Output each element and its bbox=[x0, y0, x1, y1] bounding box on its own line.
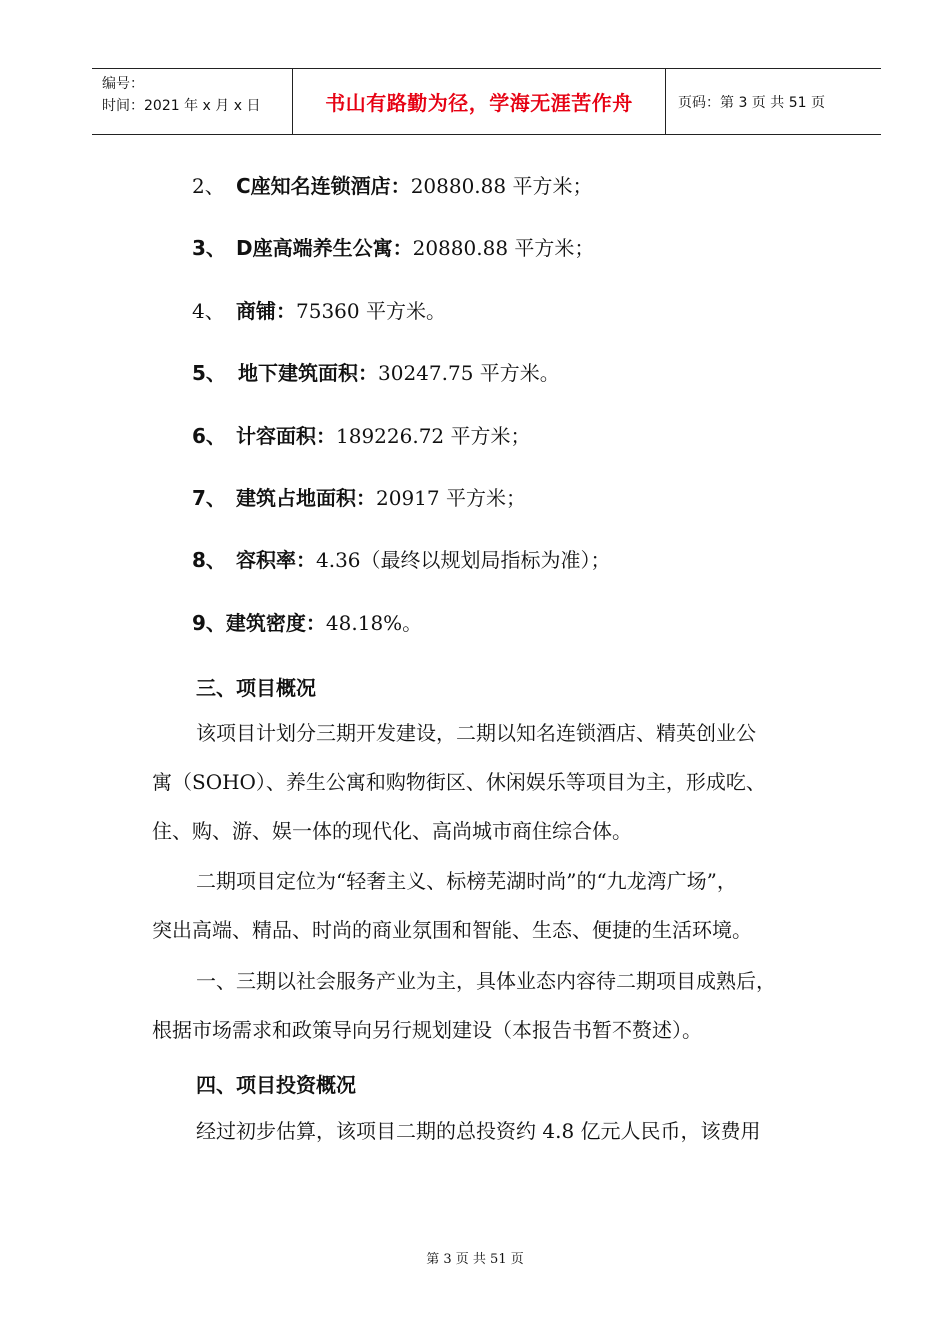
list-item: 8、 容积率：4.36（最终以规划局指标为准）； bbox=[192, 548, 611, 572]
paragraph: 该项目计划分三期开发建设，二期以知名连锁酒店、精英创业公 寓（SOHO）、养生公寓和购物街区、休闲娱乐等项目为主，形成吃、 住、购、游、娱一体的现代化、高尚城市商住综合体。 bbox=[152, 721, 766, 843]
paragraph: 一、三期以社会服务产业为主，具体业态内容待二期项目成熟后， 根据市场需求和政策导向另行规划建设（本报告书暂不赘述）。 bbox=[152, 969, 776, 1042]
section-heading: 三、项目概况 bbox=[196, 676, 316, 700]
page-header bbox=[92, 68, 881, 135]
paragraph: 二期项目定位为“轻奢主义、标榜芜湖时尚”的“九龙湾广场”， 突出高端、精品、时尚的商业氛围和智能、生态、便捷的生活环境。 bbox=[152, 869, 752, 942]
time-label: 时间：2021 年 x 月 x 日 bbox=[102, 98, 261, 114]
paragraph: 经过初步估算，该项目二期的总投资约 4.8 亿元人民币，该费用 bbox=[196, 1119, 761, 1143]
motto: 书山有路勤为径，学海无涯苦作舟 bbox=[293, 69, 666, 134]
list-item: 5、 地下建筑面积：30247.75 平方米。 bbox=[192, 361, 560, 385]
page-footer: 第 3 页 共 51 页 bbox=[426, 1252, 524, 1267]
page-label: 页码：第 3 页 共 51 页 bbox=[678, 94, 825, 111]
number-label: 编号： bbox=[102, 76, 144, 92]
section-heading: 四、项目投资概况 bbox=[196, 1073, 356, 1097]
header-info bbox=[92, 69, 293, 134]
list-item: 7、 建筑占地面积：20917 平方米； bbox=[192, 486, 526, 510]
list-item: 4、 商铺：75360 平方米。 bbox=[192, 299, 446, 323]
list-item: 6、 计容面积：189226.72 平方米； bbox=[192, 424, 531, 448]
list-item: 2、 C座知名连锁酒店：20880.88 平方米； bbox=[192, 174, 593, 198]
list-item: 9、建筑密度：48.18%。 bbox=[192, 611, 423, 635]
list-item: 3、 D座高端养生公寓：20880.88 平方米； bbox=[192, 236, 595, 260]
